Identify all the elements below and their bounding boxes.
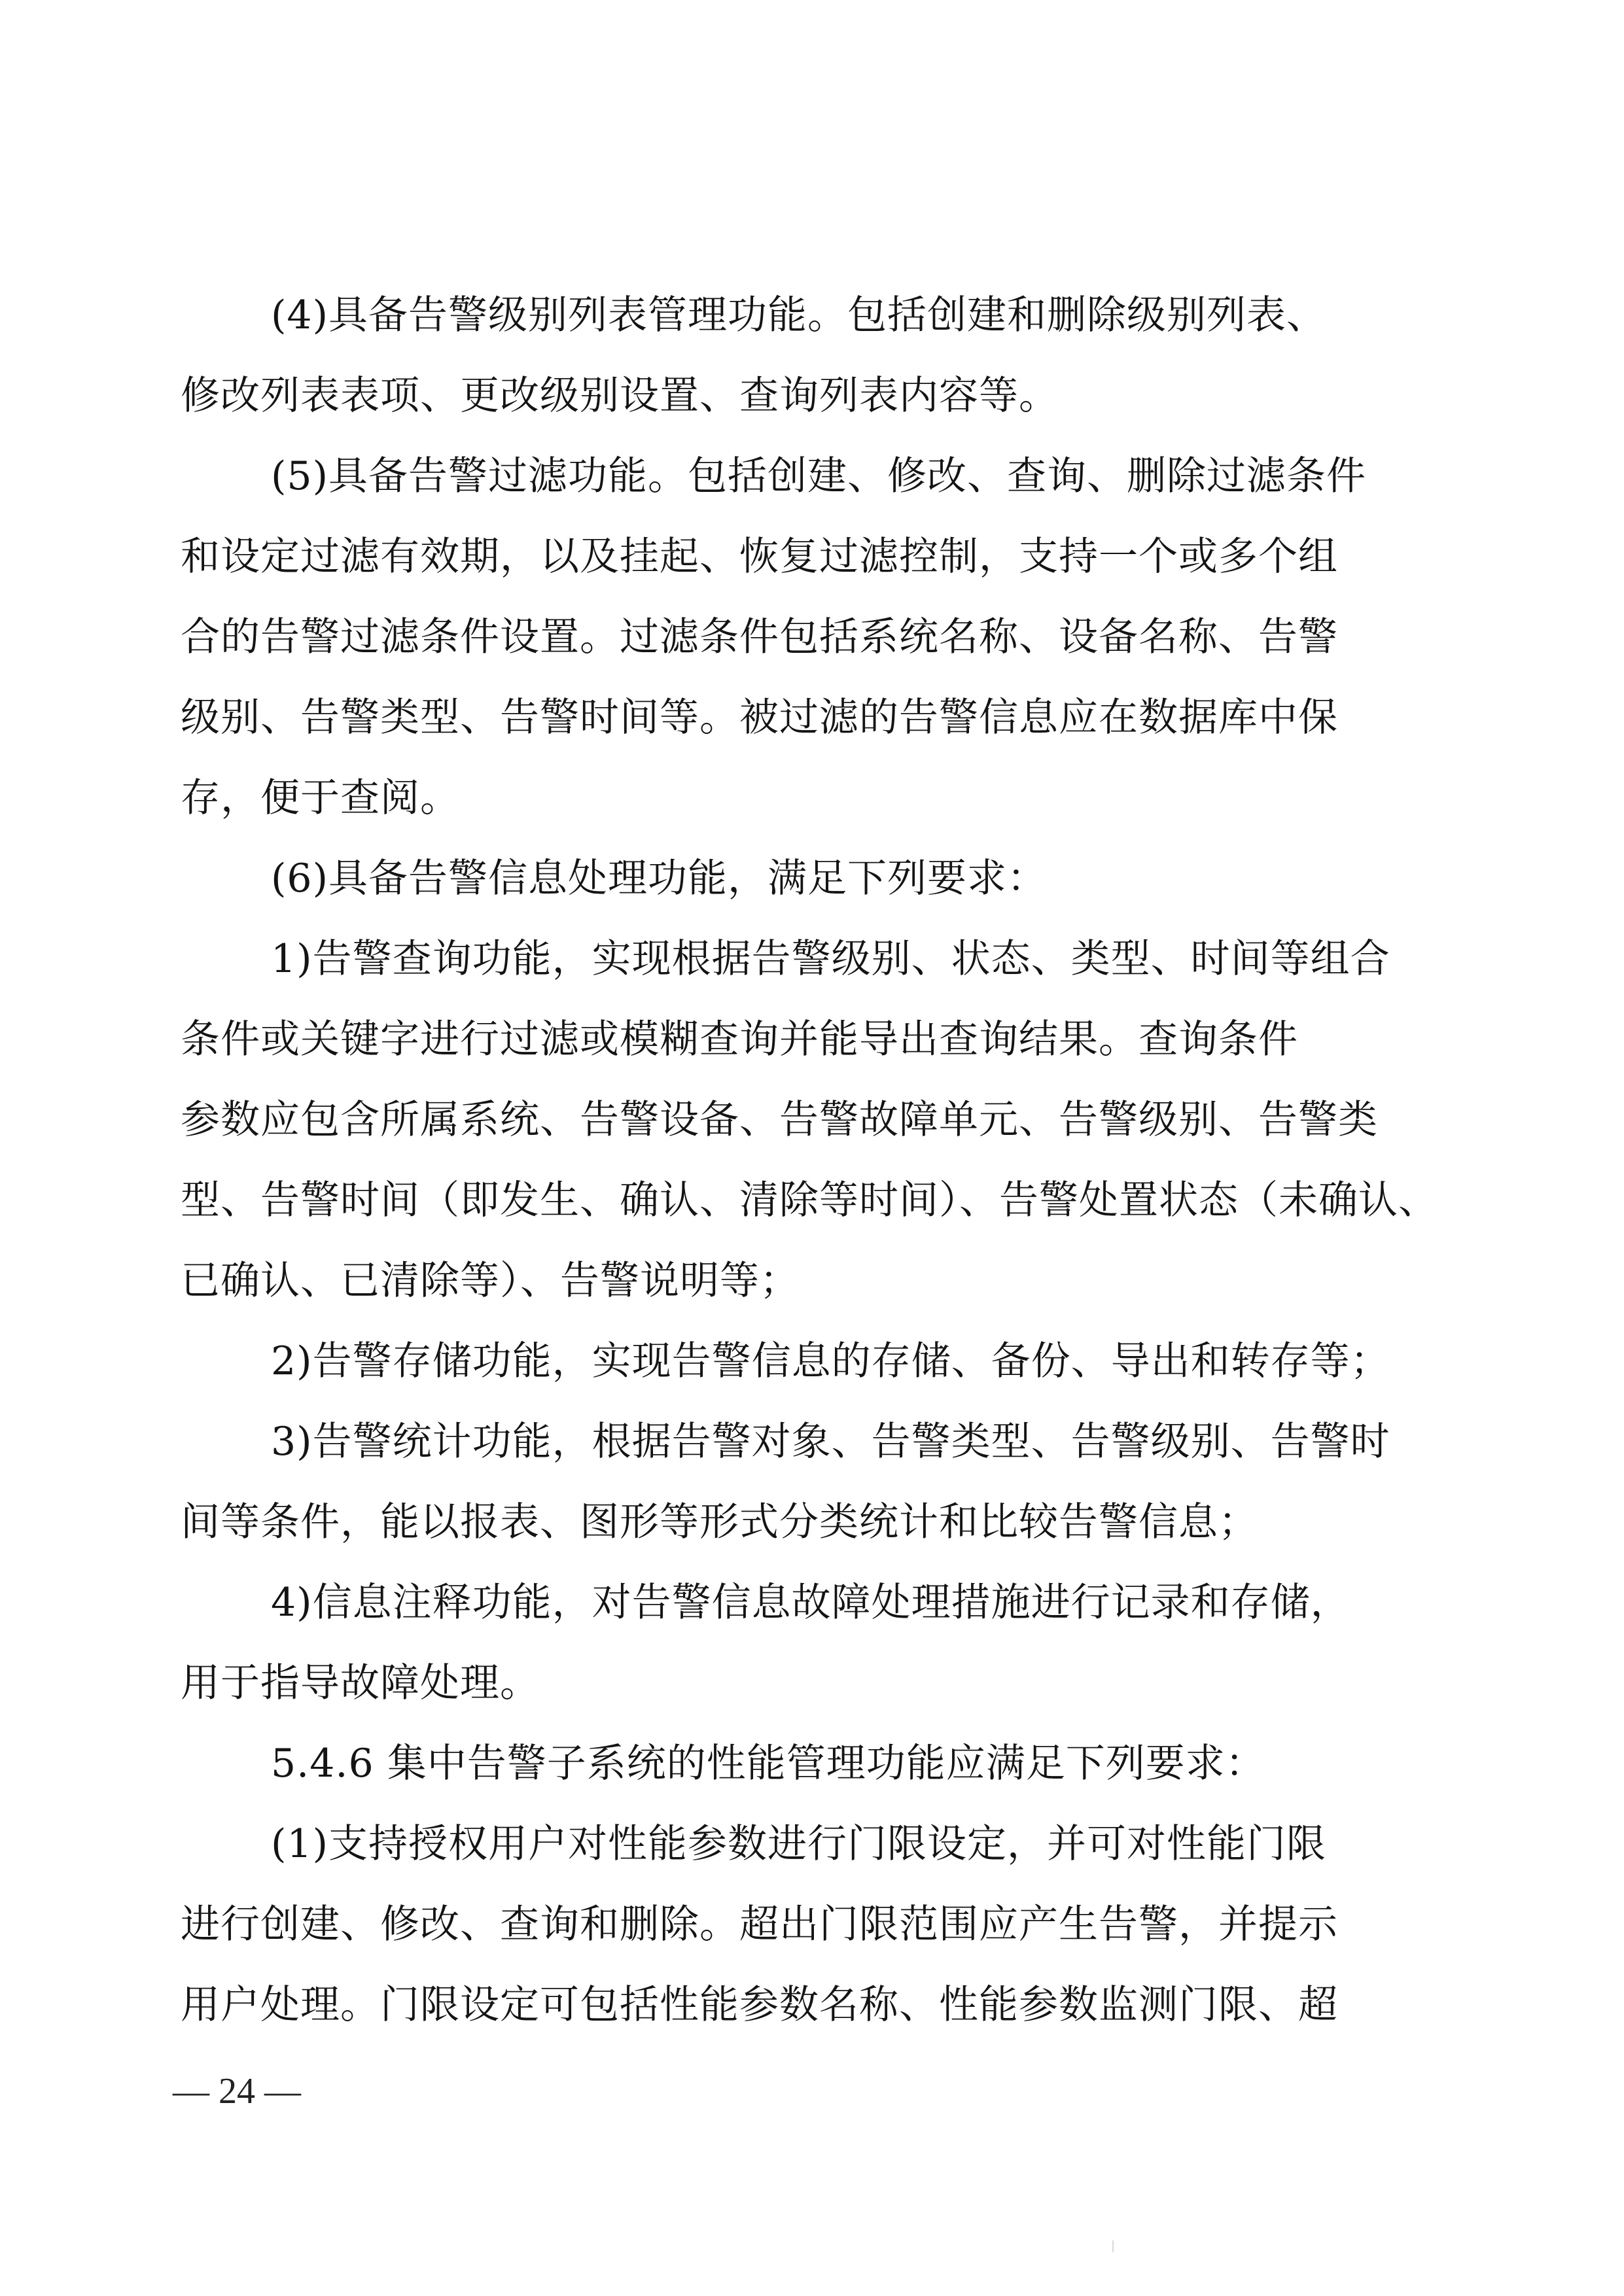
scan-artifact [1112,2240,1114,2252]
page-number: — 24 — [173,2071,301,2112]
document-page: (4)具备告警级别列表管理功能。包括创建和删除级别列表、 修改列表表项、更改级别设置、查询列表内容等。 (5)具备告警过滤功能。包括创建、修改、查询、删除过滤条件 和设定过滤有效期，以及挂起、恢复过滤控制，支持一个或多个组 合的告警过滤条件设置。过滤条件包括系统名称、设备名称、告警 级别、告警类型、告警时间等。被过滤的告警信息应在数据库中保 存，便于查阅。 (6)具备告警信息处理功能，满足下列要求： 1)告警查询功能，实现根据告警级别、状态、类型、时间等组合 条件或关键字进行过滤或模糊查询并能导出查询结果。查询条件 参数应包含所属系统、告警设备、告警故障单元、告警级别、告警类 型、告警时间（即发生、确认、清除等时间）、告警处置状态（未确认、 已确认、已清除等）、告警说明等； 2)告警存储功能，实现告警信息的存储、备份、导出和转存等； 3)告警统计功能，根据告警对象、告警类型、告警级别、告警时 间等条件，能以报表、图形等形式分类统计和比较告警信息； 4)信息注释功能，对告警信息故障处理措施进行记录和存储， 用于指导故障处理。 5.4.6 集中告警子系统的性能管理功能应满足下列要求： (1)支持授权用户对性能参数进行门限设定，并可对性能门限 进行创建、修改、查询和删除。超出门限范围应产生告警，并提示 用户处理。门限设定可包括性能参数名称、性能参数监测门限、超 — 24 — [0,0,1624,2296]
